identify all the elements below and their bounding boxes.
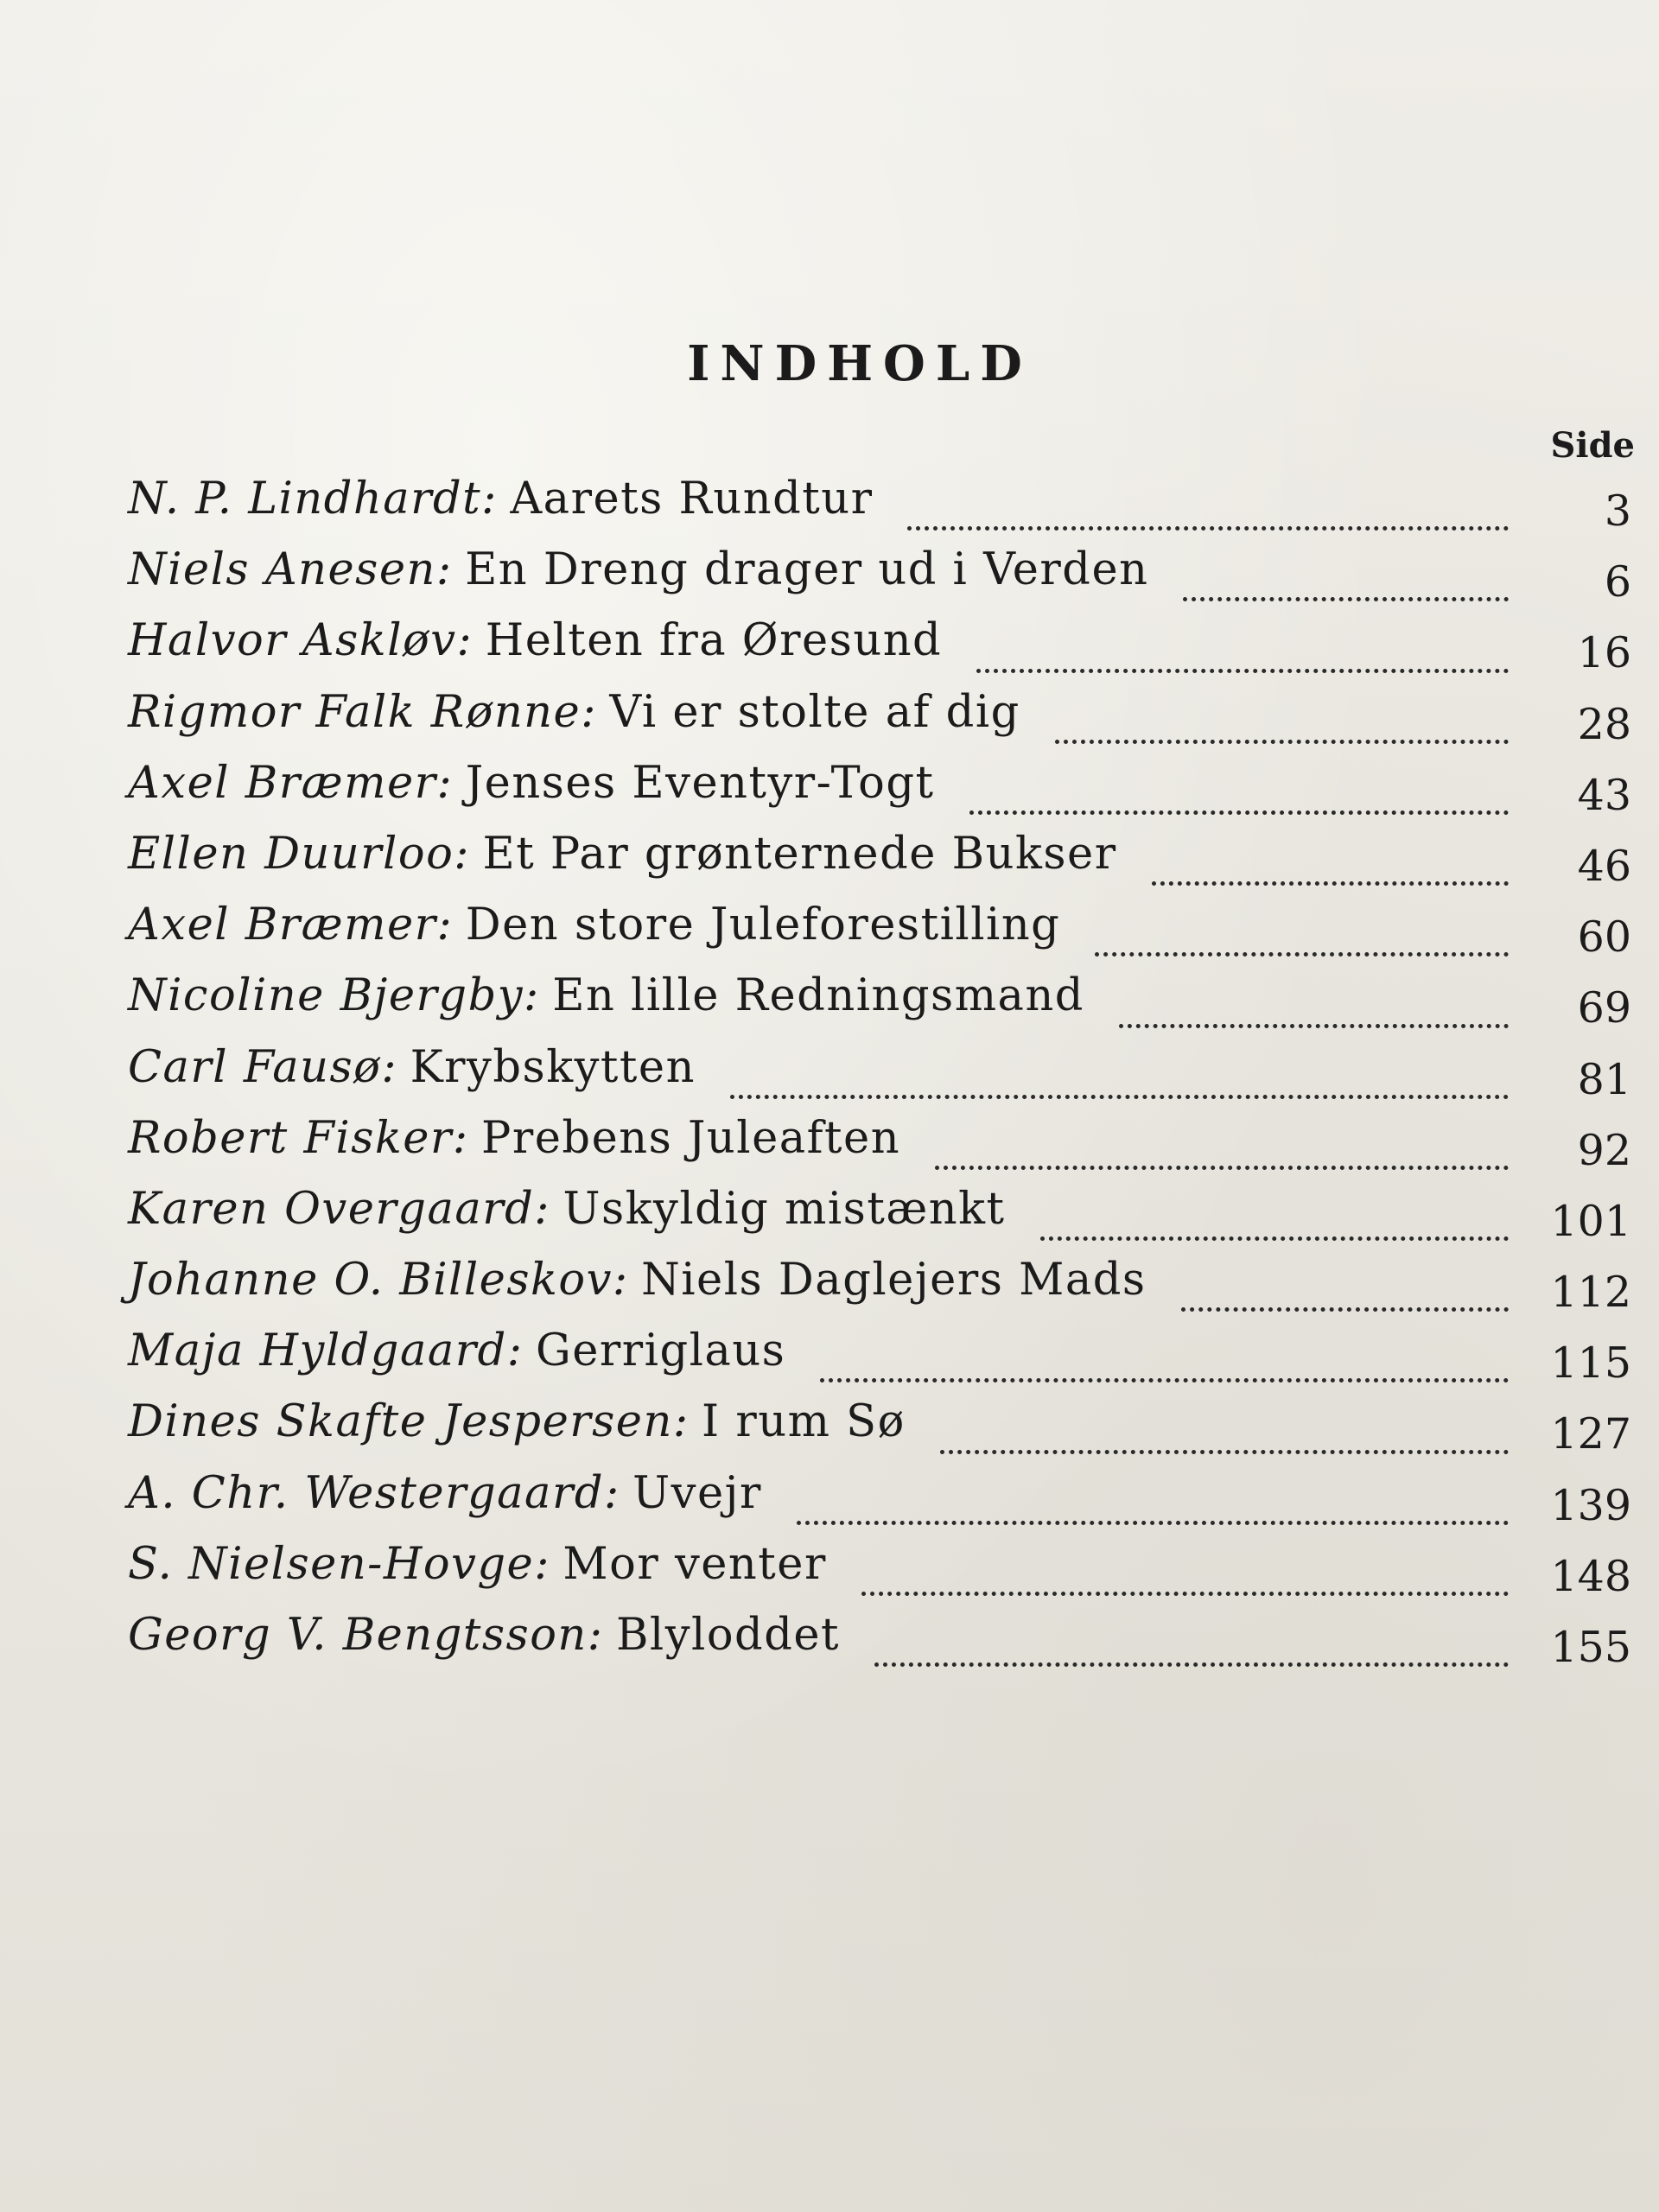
entry-author: Axel Bræmer — [128, 899, 437, 951]
author-separator: : — [435, 544, 452, 596]
author-separator: : — [603, 1467, 620, 1519]
toc-entry — [128, 544, 1631, 615]
dot-leader — [907, 526, 1509, 531]
dot-leader — [1181, 1307, 1509, 1312]
entry-page-number: 148 — [1550, 1551, 1631, 1601]
toc-entry — [128, 1610, 1631, 1681]
toc-entry — [128, 1468, 1631, 1539]
toc-entry — [128, 474, 1631, 544]
entry-page-number: 6 — [1604, 557, 1631, 607]
dot-leader — [861, 1592, 1509, 1596]
entry-title: Den store Juleforestilling — [465, 899, 1061, 951]
entry-author: Georg V. Bengtsson — [128, 1610, 588, 1661]
author-separator: : — [436, 757, 452, 809]
entry-author: S. Nielsen-Hovge — [128, 1538, 535, 1590]
author-separator: : — [587, 1610, 602, 1661]
entry-title: Vi er stolte af dig — [609, 686, 1020, 738]
entry-title: Mor venter — [563, 1538, 827, 1590]
dot-leader — [1095, 952, 1509, 957]
toc-entry — [128, 1325, 1631, 1396]
author-separator: : — [672, 1396, 689, 1448]
entry-page-number: 28 — [1577, 699, 1631, 749]
entry-author: A. Chr. Westergaard — [128, 1467, 604, 1519]
author-separator: : — [612, 1255, 628, 1306]
entry-page-number: 46 — [1577, 841, 1631, 891]
dot-leader — [730, 1095, 1509, 1099]
page-title: INDHOLD — [687, 335, 1033, 392]
entry-page-number: 155 — [1550, 1623, 1631, 1672]
entry-author: N. P. Lindhardt — [128, 474, 482, 524]
dot-leader — [935, 1166, 1509, 1170]
entry-page-number: 139 — [1550, 1480, 1631, 1530]
entry-author: Nicoline Bjergby — [128, 970, 524, 1022]
dot-leader — [874, 1662, 1509, 1667]
entry-author: Ellen Duurloo — [128, 828, 454, 880]
toc-entry — [128, 1184, 1631, 1255]
author-separator: : — [506, 1325, 522, 1377]
dot-leader — [820, 1378, 1509, 1382]
author-separator: : — [454, 828, 469, 880]
entry-title: I rum Sø — [702, 1396, 906, 1448]
entry-page-number: 43 — [1577, 770, 1631, 820]
entry-title: Et Par grønternede Bukser — [482, 828, 1117, 880]
dot-leader — [797, 1521, 1509, 1525]
entry-author: Halvor Askløv — [128, 615, 457, 667]
author-separator: : — [524, 970, 539, 1022]
toc-entry — [128, 899, 1631, 970]
toc-entry — [128, 970, 1631, 1041]
toc-entry — [128, 615, 1631, 686]
entry-title: Krybskytten — [410, 1041, 696, 1093]
entry-title: En Dreng drager ud i Verden — [465, 544, 1149, 596]
entry-page-number: 3 — [1604, 486, 1631, 536]
toc-entry — [128, 758, 1631, 829]
toc-entry — [128, 829, 1631, 899]
entry-author: Dines Skafte Jespersen — [128, 1396, 673, 1448]
page-column-label: Side — [1550, 425, 1635, 466]
toc-entry — [128, 1396, 1631, 1467]
entry-author: Rigmor Falk Rønne — [128, 686, 582, 738]
entry-title: Uvejr — [632, 1467, 762, 1519]
entry-author: Axel Bræmer — [128, 757, 437, 809]
entry-author: Carl Fausø — [128, 1041, 382, 1093]
toc-entry — [128, 1113, 1631, 1184]
author-separator: : — [381, 1041, 397, 1093]
author-separator: : — [456, 615, 472, 667]
entry-title: Aarets Rundtur — [510, 474, 874, 524]
entry-title: Prebens Juleaften — [481, 1112, 901, 1164]
entry-page-number: 127 — [1550, 1409, 1631, 1459]
entry-page-number: 16 — [1577, 628, 1631, 678]
dot-leader — [1040, 1236, 1509, 1241]
author-separator: : — [581, 686, 596, 738]
entry-title: Helten fra Øresund — [485, 615, 943, 667]
author-separator: : — [534, 1538, 550, 1590]
entry-author: Niels Anesen — [128, 544, 436, 596]
entry-page-number: 81 — [1577, 1054, 1631, 1104]
author-separator: : — [452, 1112, 468, 1164]
dot-leader — [1055, 740, 1509, 744]
entry-title: Blyloddet — [615, 1610, 841, 1661]
entry-page-number: 112 — [1550, 1268, 1631, 1318]
entry-author: Johanne O. Billeskov — [128, 1255, 613, 1306]
dot-leader — [1152, 881, 1509, 886]
toc-entry — [128, 1042, 1631, 1113]
entry-title: Jenses Eventyr-Togt — [465, 757, 935, 809]
toc-entry — [128, 687, 1631, 758]
dot-leader — [969, 810, 1510, 815]
author-separator: : — [436, 899, 452, 951]
table-of-contents — [128, 474, 1631, 1681]
dot-leader — [1183, 597, 1509, 601]
dot-leader — [1119, 1024, 1509, 1028]
toc-entry — [128, 1255, 1631, 1325]
entry-title: Uskyldig mistænkt — [563, 1183, 1006, 1235]
author-separator: : — [481, 474, 497, 524]
entry-page-number: 115 — [1550, 1338, 1631, 1389]
entry-title: Gerriglaus — [535, 1325, 786, 1377]
entry-page-number: 101 — [1550, 1196, 1631, 1246]
entry-page-number: 60 — [1577, 912, 1631, 963]
dot-leader — [976, 669, 1509, 673]
entry-author: Robert Fisker — [128, 1112, 453, 1164]
entry-author: Karen Overgaard — [128, 1183, 535, 1235]
dot-leader — [940, 1450, 1509, 1454]
entry-author: Maja Hyldgaard — [128, 1325, 507, 1377]
entry-title: Niels Daglejers Mads — [641, 1255, 1147, 1306]
entry-title: En lille Redningsmand — [552, 970, 1084, 1022]
entry-page-number: 92 — [1577, 1125, 1631, 1175]
author-separator: : — [534, 1183, 550, 1235]
entry-page-number: 69 — [1577, 983, 1631, 1033]
toc-entry — [128, 1539, 1631, 1610]
